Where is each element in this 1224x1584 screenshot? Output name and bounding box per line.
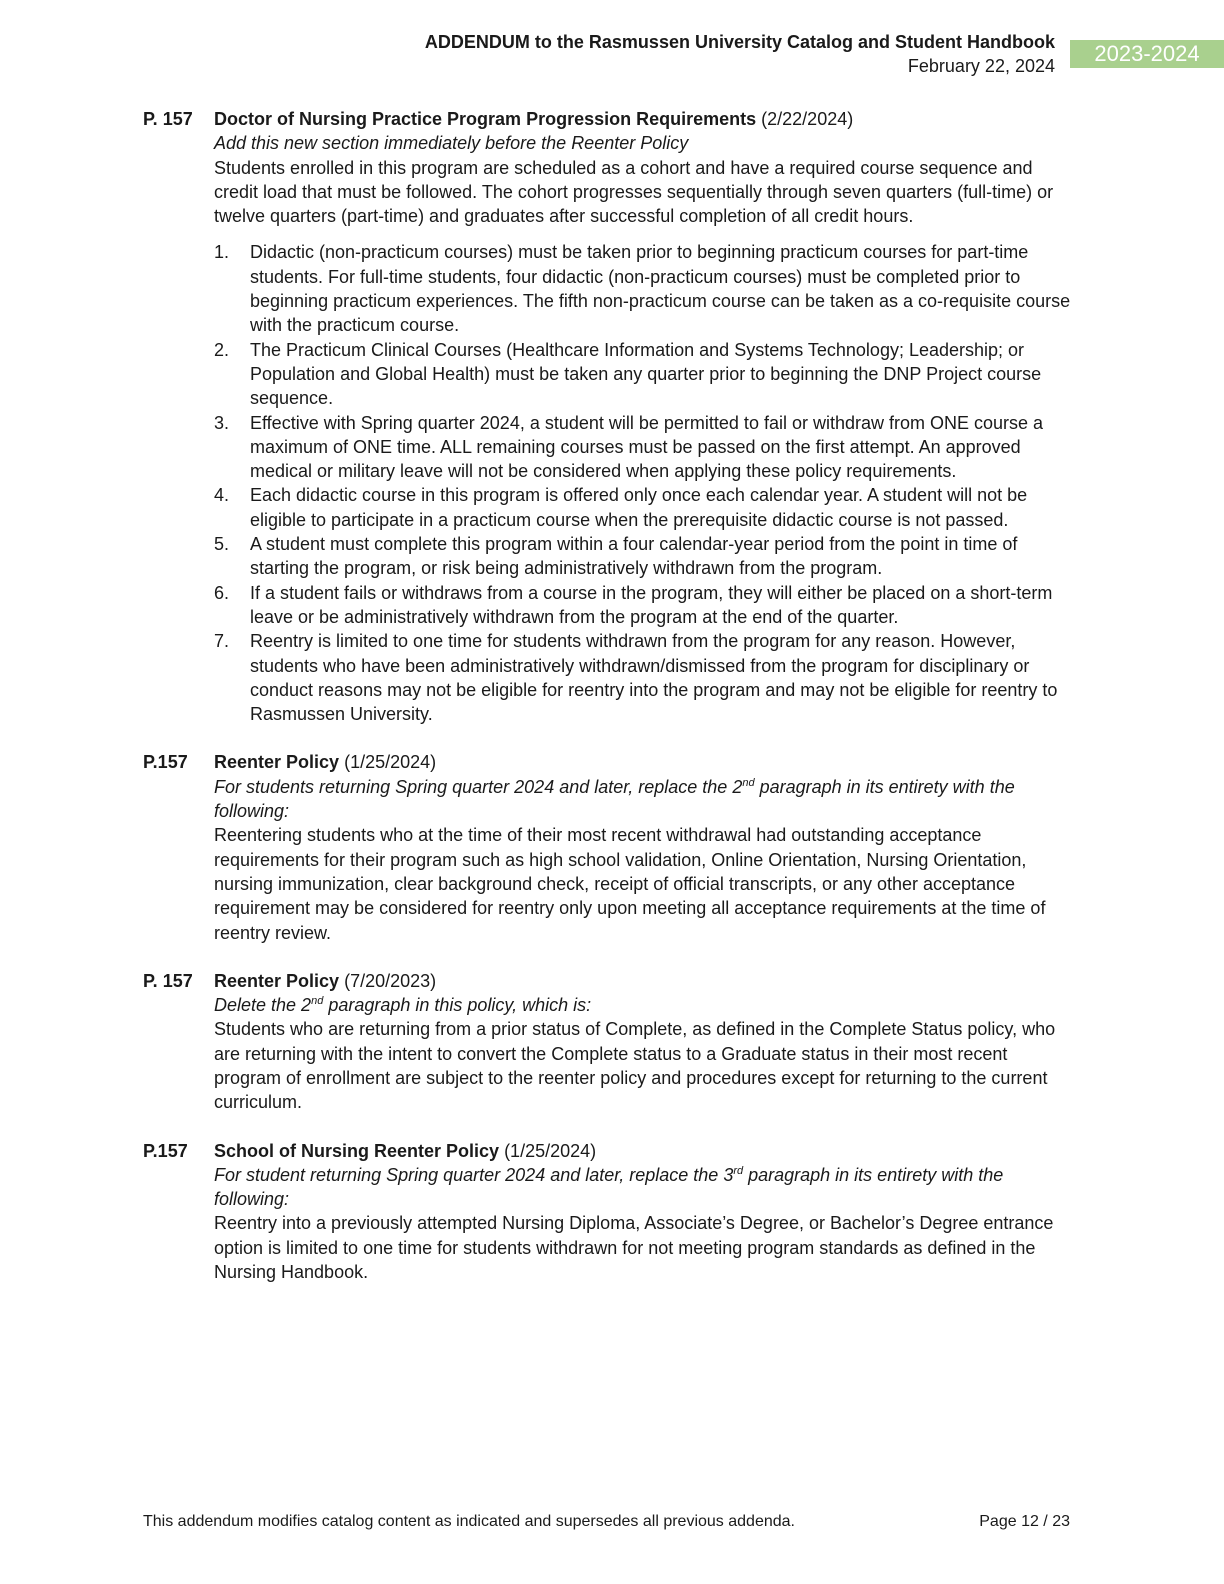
entry-title-line xyxy=(214,750,1073,774)
entry-title-line xyxy=(214,969,1073,993)
list-text: Each didactic course in this program is offered only once each calendar year. A student will not be eligible to participate in a practicum course when the prerequisite didactic course is not passed. xyxy=(250,485,1028,530)
entry-body: Students who are returning from a prior status of Complete, as defined in the Complete Status policy, who are returning with the intent to convert the Complete status to a Graduate status in their most recent program of enrollment are subject to the reenter policy and procedures except for returning to the current curriculum. xyxy=(214,1019,1056,1113)
list-item xyxy=(214,629,1073,726)
list-item xyxy=(214,338,1073,411)
document-date: February 22, 2024 xyxy=(907,56,1055,76)
page-number: Page 12 / 23 xyxy=(979,1513,1070,1530)
requirements-list xyxy=(214,240,1073,726)
list-number: 6. xyxy=(214,582,230,603)
entry-instruction: For student returning Spring quarter 2024 and later, replace the 3rd paragraph in its entirety with the following: xyxy=(214,1164,1004,1210)
page-reference: P. 157 xyxy=(143,970,193,991)
addendum-content xyxy=(143,107,1073,1284)
entry-instruction: Add this new section immediately before the Reenter Policy xyxy=(214,133,689,154)
list-item xyxy=(214,532,1073,581)
list-item xyxy=(214,483,1073,532)
page-reference: P.157 xyxy=(143,752,188,773)
list-text: A student must complete this program within a four calendar-year period from the point in time of starting the program, or risk being administratively withdrawn from the program. xyxy=(250,534,1018,579)
document-title: ADDENDUM to the Rasmussen University Catalog and Student Handbook xyxy=(424,32,1055,52)
addendum-entry-reenter-policy-2024 xyxy=(143,750,1073,944)
entry-instruction: For students returning Spring quarter 2024 and later, replace the 2nd paragraph in its entirety with the following: xyxy=(214,776,1015,822)
entry-instruction: Delete the 2nd paragraph in this policy, which is: xyxy=(214,995,592,1016)
list-number: 5. xyxy=(214,534,230,555)
entry-title: School of Nursing Reenter Policy xyxy=(214,1140,500,1161)
list-number: 1. xyxy=(214,242,230,263)
list-item xyxy=(214,240,1073,337)
entry-date: (1/25/2024) xyxy=(504,1140,597,1161)
entry-body: Reentry into a previously attempted Nursing Diploma, Associate’s Degree, or Bachelor’s Degree entrance option is limited to one time for students withdrawn for not meeting program standards as defined in the Nursing Handbook. xyxy=(214,1213,1054,1283)
list-number: 4. xyxy=(214,485,230,506)
entry-title: Doctor of Nursing Practice Program Progression Requirements xyxy=(214,109,757,129)
entry-title: Reenter Policy xyxy=(214,752,340,773)
entry-title-line xyxy=(214,1139,1073,1163)
footer-note: This addendum modifies catalog content as indicated and supersedes all previous addenda. xyxy=(143,1513,795,1530)
document-header xyxy=(425,30,1055,78)
addendum-entry-reenter-policy-2023 xyxy=(143,969,1073,1115)
addendum-entry-dnp-progression xyxy=(143,107,1073,726)
entry-body: Students enrolled in this program are scheduled as a cohort and have a required course sequence and credit load that must be followed. The cohort progresses sequentially through seven quarters (full-time) or twelve quarters (part-time) and graduates after successful completion of all credit hours. xyxy=(214,157,1054,227)
entry-date: (7/20/2023) xyxy=(344,970,437,991)
entry-title: Reenter Policy xyxy=(214,970,340,991)
entry-date: (2/22/2024) xyxy=(761,109,854,129)
page-reference: P.157 xyxy=(143,1140,188,1161)
entry-title-line xyxy=(214,107,1073,131)
entry-body: Reentering students who at the time of their most recent withdrawal had outstanding acceptance requirements for their program such as high school validation, Online Orientation, Nursing Orientation, nursing immunization, clear background check, receipt of official transcripts, or any other acceptance requirement may be considered for reentry only upon meeting all acceptance requirements at the time of reentry review. xyxy=(214,825,1046,943)
catalog-year-badge: 2023-2024 xyxy=(1070,40,1224,68)
list-text: Reentry is limited to one time for students withdrawn from the program for any reason. However, students who have been administratively withdrawn/dismissed from the program for disciplinary or conduct reasons may not be eligible for reentry into the program and may not be eligible for reentry to Rasmussen University. xyxy=(250,631,1058,725)
list-text: The Practicum Clinical Courses (Healthcare Information and Systems Technology; Leadership; or Population and Global Health) must be taken any quarter prior to beginning the DNP Project course sequence. xyxy=(250,339,1042,409)
list-item xyxy=(214,581,1073,630)
list-item xyxy=(214,411,1073,484)
list-text: Didactic (non-practicum courses) must be taken prior to beginning practicum courses for part-time students. For full-time students, four didactic (non-practicum courses) must be completed prior to beginning practicum experiences. The fifth non-practicum course can be taken as a co-requisite course with the practicum course. xyxy=(250,242,1071,336)
addendum-entry-nursing-reenter-policy xyxy=(143,1139,1073,1285)
page-reference: P. 157 xyxy=(143,109,193,129)
list-text: If a student fails or withdraws from a course in the program, they will either be placed on a short-term leave or be administratively withdrawn from the program at the end of the quarter. xyxy=(250,582,1053,627)
list-text: Effective with Spring quarter 2024, a student will be permitted to fail or withdraw from ONE course a maximum of ONE time. ALL remaining courses must be passed on the first attempt. An approved medical or military leave will not be considered when applying these policy requirements. xyxy=(250,412,1044,482)
list-number: 3. xyxy=(214,412,230,433)
list-number: 7. xyxy=(214,631,230,652)
entry-date: (1/25/2024) xyxy=(344,752,437,773)
list-number: 2. xyxy=(214,339,230,360)
